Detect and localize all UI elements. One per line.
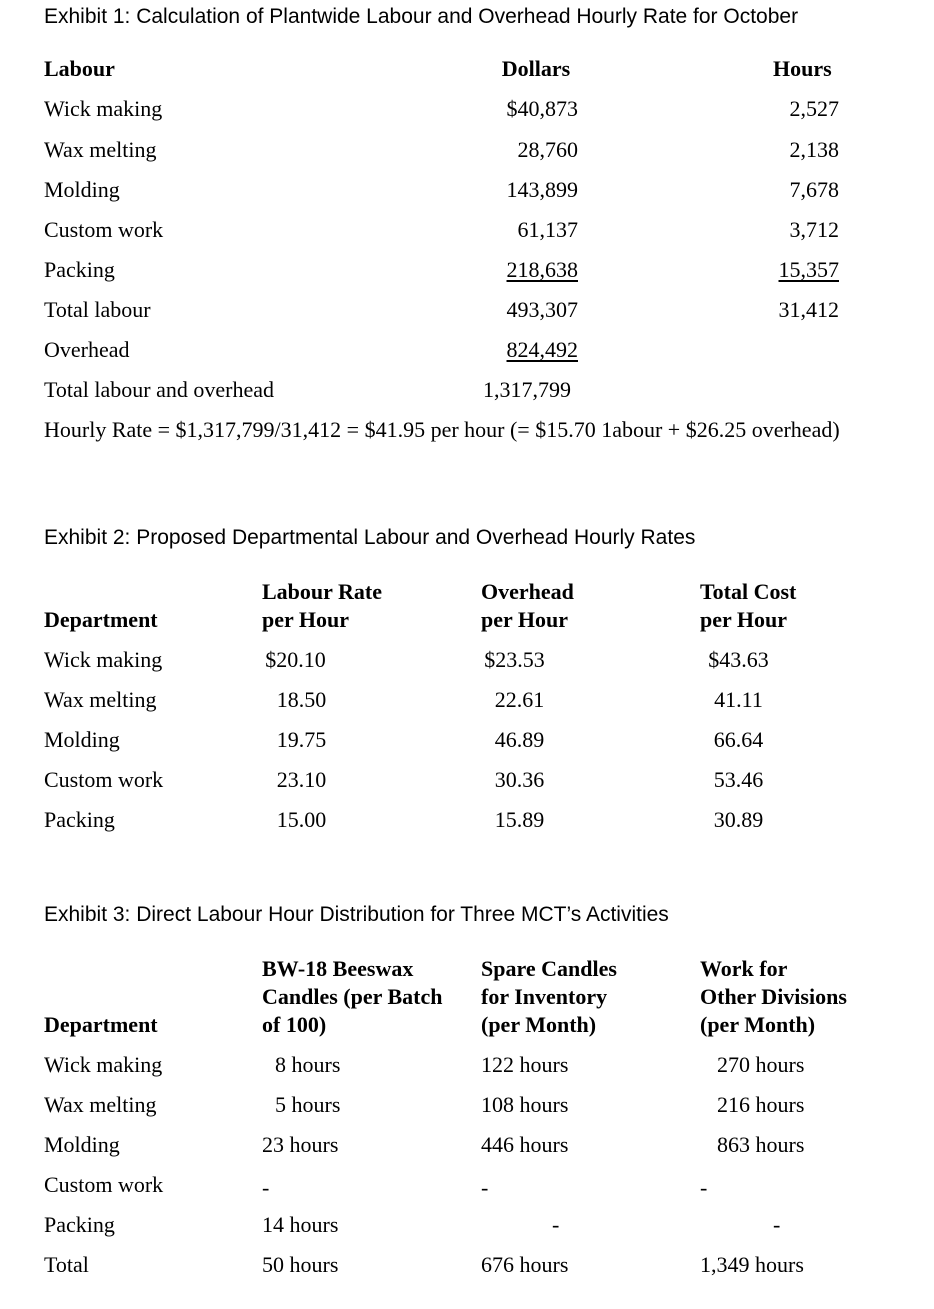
exhibit2-header-overhead-line2: per Hour xyxy=(481,607,568,632)
exhibit3-header-department: Department xyxy=(44,1012,158,1037)
row-other-hours: - xyxy=(700,1175,708,1200)
row-department: Custom work xyxy=(44,767,164,792)
row-dollars: $40,873 xyxy=(506,96,578,121)
exhibit3-header-bw18-line3: of 100) xyxy=(262,1012,327,1037)
row-other-hours: 1,349 hours xyxy=(700,1252,804,1277)
row-department: Molding xyxy=(44,727,120,752)
row-hours: 2,138 xyxy=(789,137,839,162)
row-hours: 3,712 xyxy=(789,217,839,242)
row-label: Overhead xyxy=(44,337,130,362)
row-dollars: 61,137 xyxy=(517,217,578,242)
row-spare-hours: 446 hours xyxy=(481,1132,569,1157)
exhibit3-header-spare-line2: for Inventory xyxy=(481,984,608,1009)
row-other-hours: 270 hours xyxy=(717,1052,805,1077)
row-hours: 15,357 xyxy=(778,257,839,282)
row-labour-rate: 18.50 xyxy=(276,687,327,712)
row-bw18-hours: 14 hours xyxy=(262,1212,339,1237)
exhibit3-header-spare-line1: Spare Candles xyxy=(481,956,617,981)
row-overhead-rate: 30.36 xyxy=(494,767,545,792)
exhibit1-total-label: Total labour and overhead xyxy=(44,377,274,402)
row-spare-hours: 122 hours xyxy=(481,1052,569,1077)
row-total-rate: $43.63 xyxy=(708,647,769,672)
row-bw18-hours: 5 hours xyxy=(275,1092,341,1117)
row-labour-rate: 19.75 xyxy=(276,727,327,752)
row-department: Wax melting xyxy=(44,687,157,712)
exhibit3-title: Exhibit 3: Direct Labour Hour Distribution for Three MCT’s Activities xyxy=(44,903,669,926)
row-label: Wax melting xyxy=(44,137,157,162)
row-overhead-rate: 22.61 xyxy=(494,687,545,712)
row-dollars: 28,760 xyxy=(517,137,578,162)
row-bw18-hours: 8 hours xyxy=(275,1052,341,1077)
exhibit2-header-total-line1: Total Cost xyxy=(700,579,797,604)
row-total-rate: 66.64 xyxy=(713,727,764,752)
row-total-rate: 30.89 xyxy=(713,807,764,832)
row-label: Wick making xyxy=(44,96,163,121)
exhibit2-header-total-line2: per Hour xyxy=(700,607,787,632)
exhibit1-header-labour: Labour xyxy=(44,56,115,81)
row-label: Total labour xyxy=(44,297,151,322)
row-total-rate: 53.46 xyxy=(713,767,764,792)
row-department: Custom work xyxy=(44,1172,164,1197)
exhibit1-total-value: 1,317,799 xyxy=(483,377,571,402)
row-hours: 7,678 xyxy=(789,177,839,202)
exhibit3-header-other-line2: Other Divisions xyxy=(700,984,847,1009)
row-hours: 2,527 xyxy=(789,96,839,121)
row-label: Custom work xyxy=(44,217,164,242)
row-department: Total xyxy=(44,1252,89,1277)
exhibit2-header-labour-line1: Labour Rate xyxy=(262,579,382,604)
exhibit1-title: Exhibit 1: Calculation of Plantwide Labour and Overhead Hourly Rate for October xyxy=(44,5,799,28)
row-department: Wax melting xyxy=(44,1092,157,1117)
row-department: Wick making xyxy=(44,1052,163,1077)
row-spare-hours: - xyxy=(481,1175,489,1200)
exhibit2-header-labour-line2: per Hour xyxy=(262,607,349,632)
row-department: Molding xyxy=(44,1132,120,1157)
row-other-hours: 863 hours xyxy=(717,1132,805,1157)
row-overhead-rate: 15.89 xyxy=(494,807,545,832)
exhibit1-header-dollars: Dollars xyxy=(501,56,571,81)
row-label: Molding xyxy=(44,177,120,202)
exhibit2-title: Exhibit 2: Proposed Departmental Labour and Overhead Hourly Rates xyxy=(44,526,696,549)
row-labour-rate: $20.10 xyxy=(265,647,326,672)
row-spare-hours: - xyxy=(552,1212,560,1237)
exhibit3-header-other-line3: (per Month) xyxy=(700,1012,816,1037)
exhibit3-header-other-line1: Work for xyxy=(700,956,788,981)
row-bw18-hours: 23 hours xyxy=(262,1132,339,1157)
row-dollars: 824,492 xyxy=(506,337,578,362)
exhibit2-header-overhead-line1: Overhead xyxy=(481,579,574,604)
row-hours: 31,412 xyxy=(778,297,839,322)
row-labour-rate: 23.10 xyxy=(276,767,327,792)
row-dollars: 493,307 xyxy=(506,297,578,322)
row-department: Wick making xyxy=(44,647,163,672)
row-department: Packing xyxy=(44,1212,115,1237)
exhibit3-header-bw18-line2: Candles (per Batch xyxy=(262,984,443,1009)
exhibit3-header-bw18-line1: BW-18 Beeswax xyxy=(262,956,414,981)
row-labour-rate: 15.00 xyxy=(276,807,327,832)
row-label: Packing xyxy=(44,257,115,282)
row-department: Packing xyxy=(44,807,115,832)
row-dollars: 218,638 xyxy=(506,257,578,282)
row-bw18-hours: 50 hours xyxy=(262,1252,339,1277)
exhibit2-header-department: Department xyxy=(44,607,158,632)
row-dollars: 143,899 xyxy=(506,177,578,202)
exhibit1-header-hours: Hours xyxy=(773,56,832,81)
row-overhead-rate: $23.53 xyxy=(484,647,545,672)
exhibit1-rate-line: Hourly Rate = $1,317,799/31,412 = $41.95 per hour (= $15.70 1abour + $26.25 overhead) xyxy=(44,417,840,442)
row-other-hours: - xyxy=(773,1212,781,1237)
row-bw18-hours: - xyxy=(262,1175,270,1200)
row-spare-hours: 676 hours xyxy=(481,1252,569,1277)
row-total-rate: 41.11 xyxy=(714,687,763,712)
exhibit3-header-spare-line3: (per Month) xyxy=(481,1012,597,1037)
row-other-hours: 216 hours xyxy=(717,1092,805,1117)
row-overhead-rate: 46.89 xyxy=(494,727,545,752)
row-spare-hours: 108 hours xyxy=(481,1092,569,1117)
